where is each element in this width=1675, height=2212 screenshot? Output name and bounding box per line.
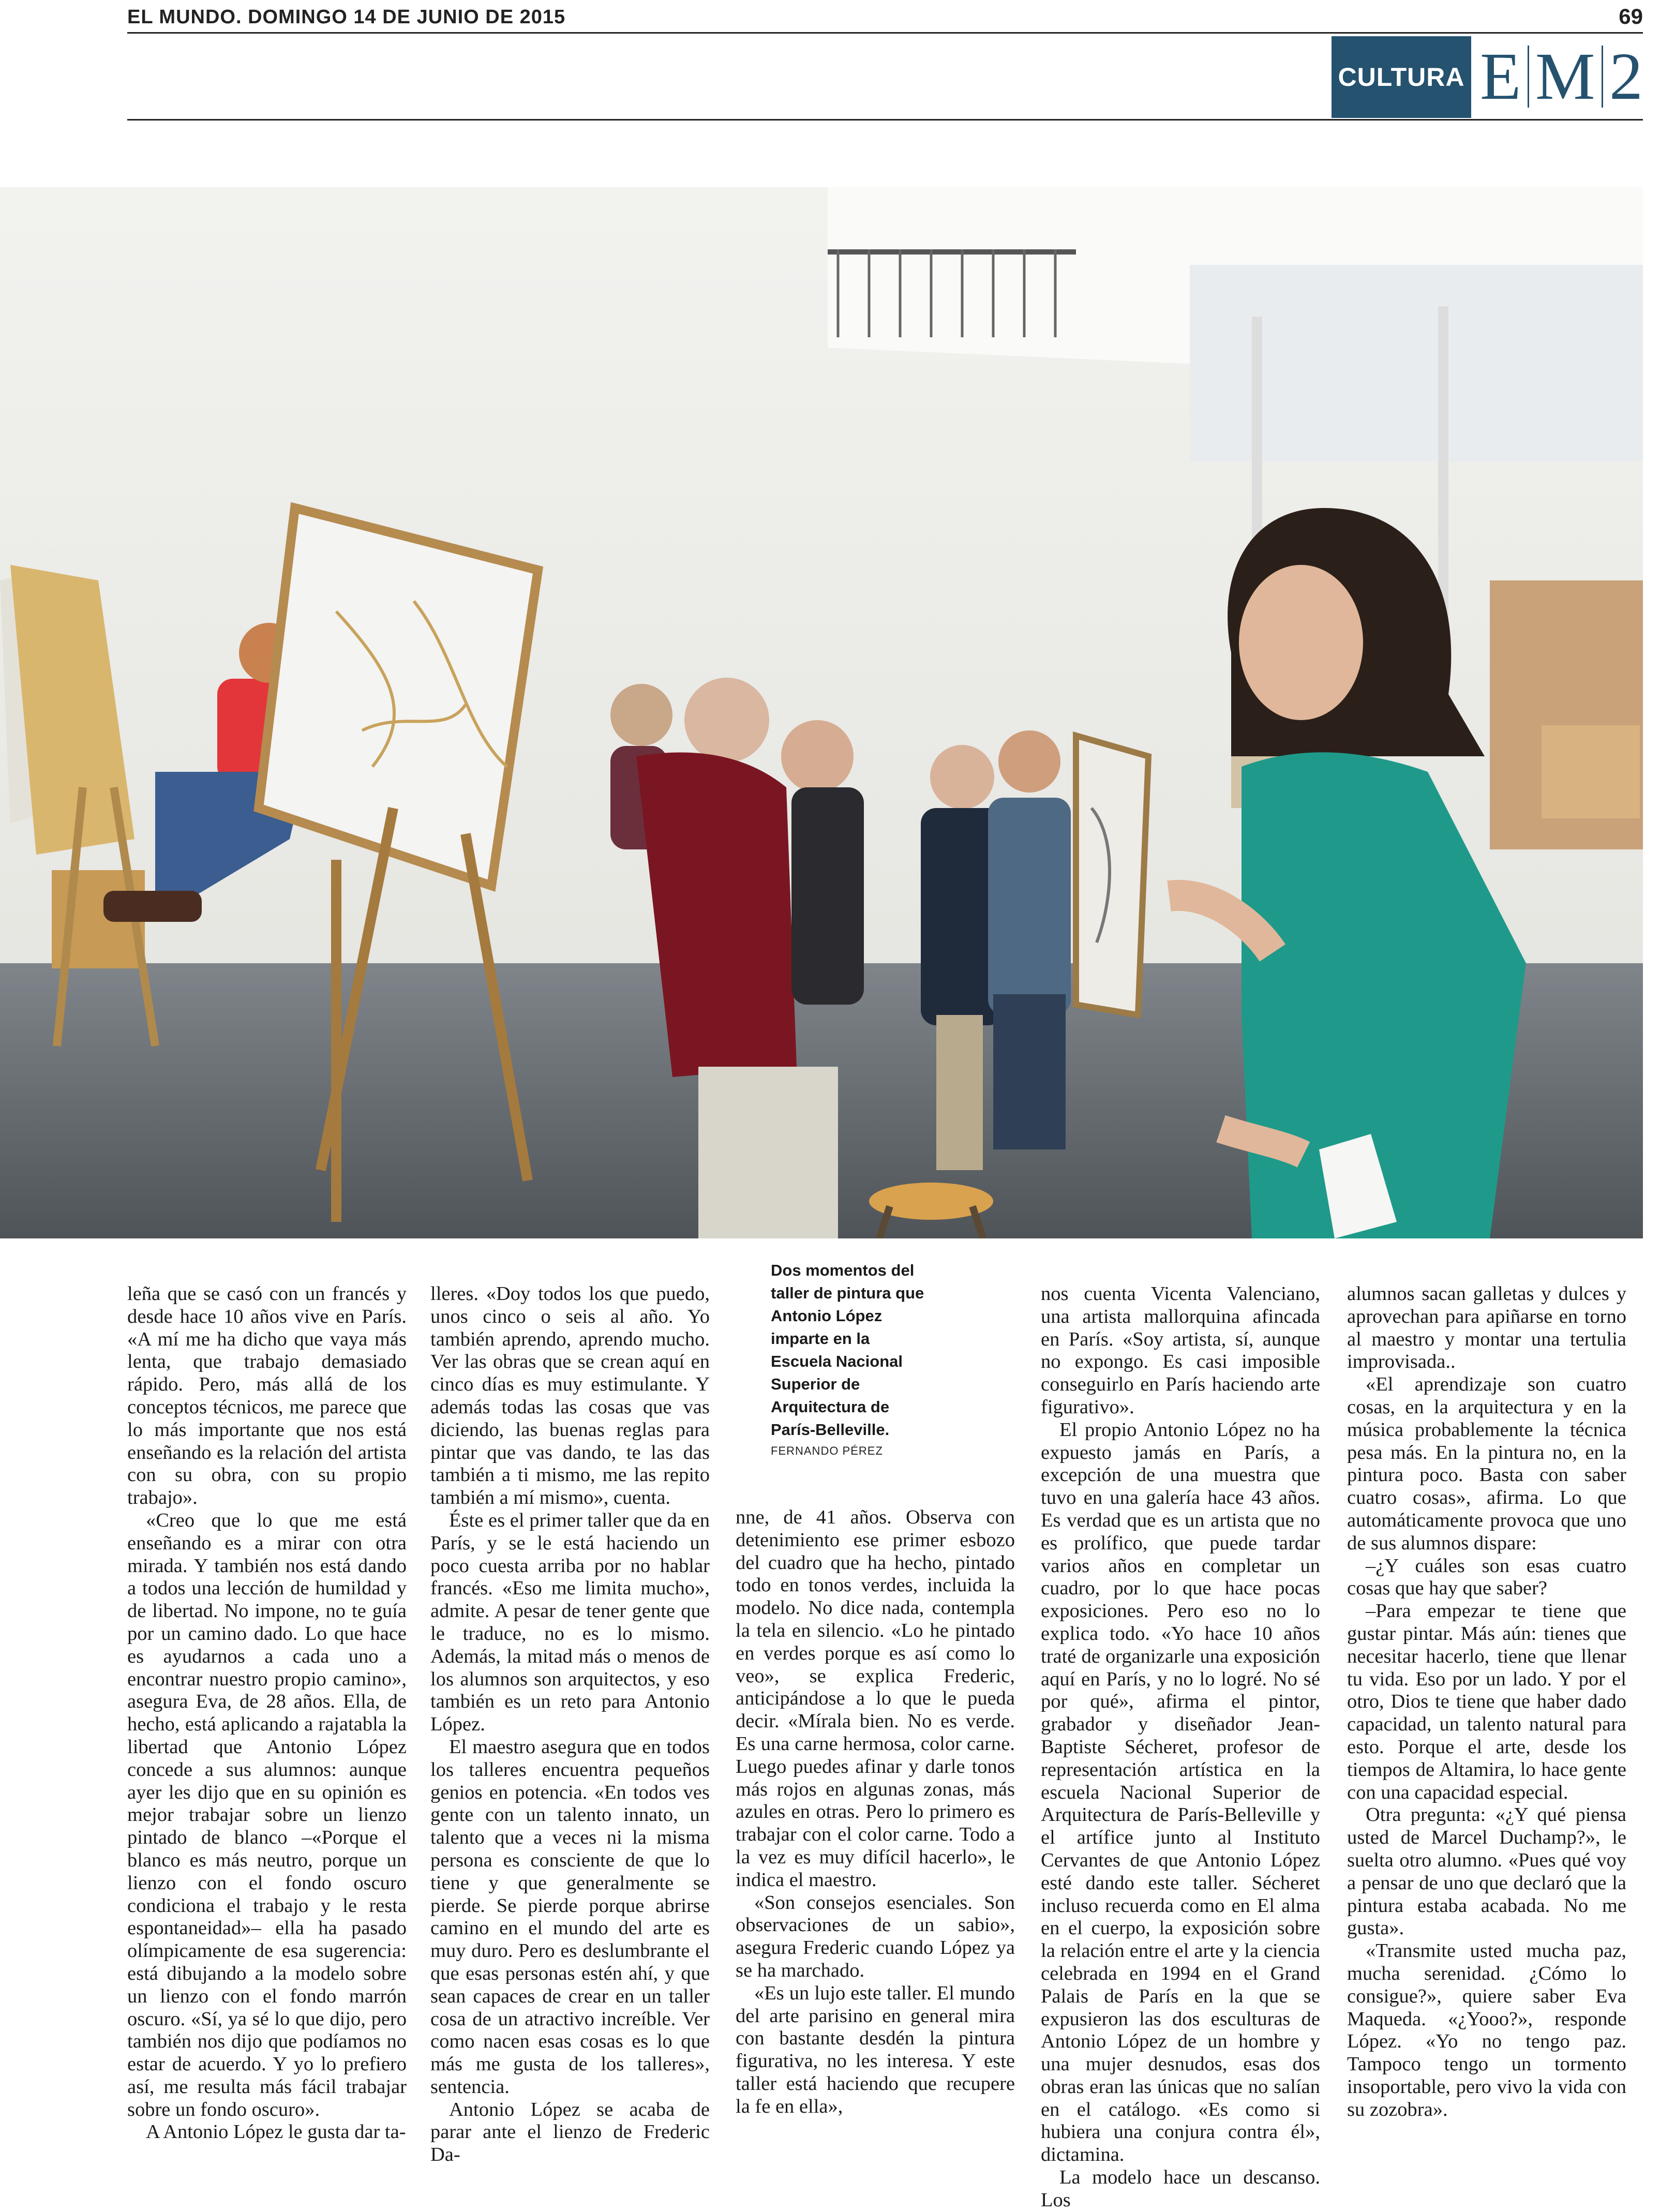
article-column-3	[736, 1506, 1015, 2118]
photo-caption	[771, 1259, 931, 1458]
supplement-logo	[1480, 34, 1643, 119]
paragraph: nos cuenta Vicenta Valenciano, una artista mallorquina afincada en París. «Soy artista, sí, aunque no expongo. Es casi imposible conseguirlo en París haciendo arte figurativo».	[1041, 1283, 1320, 1418]
dateline: EL MUNDO. DOMINGO 14 DE JUNIO DE 2015	[127, 6, 566, 28]
paragraph: La modelo hace un descanso. Los	[1041, 2166, 1320, 2211]
article-column-1	[127, 1283, 407, 2144]
logo-divider	[1528, 46, 1529, 108]
workshop-photo	[0, 187, 1643, 1238]
paragraph: leña que se casó con un francés y desde hace 10 años vive en París. «A mí me ha dicho que vaya más lenta, que trabajo demasiado rápido. Pero, más allá de los conceptos técnicos, me parece que lo más importante que nos está enseñando es la relación del artista con su obra, con su propio trabajo».	[127, 1283, 407, 1509]
logo-number-2: 2	[1609, 39, 1643, 114]
logo-divider	[1602, 46, 1603, 108]
paragraph: «Creo que lo que me está enseñando es a mirar con otra mirada. Y también nos está dando a todos una lección de humildad y de libertad. No impone, no te guía por un camino dado. Lo que hace es ayudarnos a cada uno a encontrar nuestro propio camino», asegura Eva, de 28 años. Ella, de hecho, está aplicando a rajatabla la libertad que Antonio López concede a sus alumnos: aunque ayer les dijo que en su opinión es mejor trabajar sobre un lienzo pintado de blanco –«Porque el blanco es más neutro, porque un lienzo con el fondo oscuro condiciona el trabajo y le resta espontaneidad»– ella ha pasado olímpicamente de esa sugerencia: está dibujando a la modelo sobre un lienzo con el fondo marrón oscuro. «Sí, ya sé lo que dijo, pero también nos dijo que podíamos no estar de acuerdo. Y yo lo prefiero así, me resulta más fácil trabajar sobre un fondo oscuro».	[127, 1509, 407, 2120]
paragraph: «Es un lujo este taller. El mundo del arte parisino en general mira con bastante desdén la pintura figurativa, no les interesa. Y este taller está haciendo que recupere la fe en ella»,	[736, 1982, 1015, 2117]
article-column-4	[1041, 1283, 1320, 2212]
paragraph: Antonio López se acaba de parar ante el lienzo de Frederic Da-	[430, 2098, 710, 2166]
caption-text: Dos momentos del taller de pintura que Antonio López imparte en la Escuela Nacional Superior de Arquitectura de París-Belleville.	[771, 1261, 924, 1439]
paragraph: –Para empezar te tiene que gustar pintar. Más aún: tienes que necesitar hacerlo, tiene que llenar tu vida. Eso por un lado. Y por el otro, Dios te tiene que haber dado capacidad, un talento natural para esto. Porque el arte, desde los tiempos de Altamira, lo hace gente con una capacidad especial.	[1347, 1600, 1626, 1803]
page-number: 69	[1619, 4, 1643, 28]
paragraph: nne, de 41 años. Observa con detenimiento ese primer esbozo del cuadro que ha hecho, pintado todo en tonos verdes, incluida la modelo. No dice nada, contempla la tela en silencio. «Lo he pintado en verdes porque es así como lo veo», se explica Frederic, anticipándose a lo que le pueda decir. «Mírala bien. No es verde. Es una carne hermosa, color carne. Luego puedes afinar y darle tonos más rojos en algunas zonas, más azules en otras. Pero lo primero es trabajar con el color carne. Todo a la vez es muy difícil hacerlo», le indica el maestro.	[736, 1506, 1015, 1891]
paragraph: –¿Y cuáles son esas cuatro cosas que hay que saber?	[1347, 1555, 1626, 1600]
paragraph: El maestro asegura que en todos los talleres encuentra pequeños genios en potencia. «En todos ves gente con un talento innato, un talento que a veces ni la misma persona es consciente de que lo tiene y que generalmente se pierde. Se pierde porque abrirse camino en el mundo del arte es muy duro. Pero es deslumbrante el que esas personas estén ahí, y que sean capaces de crear en un taller cosa de un atractivo increíble. Ver como nacen esas cosas es lo que más me gusta de los talleres», sentencia.	[430, 1736, 710, 2098]
logo-letter-e: E	[1480, 39, 1521, 114]
paragraph: lleres. «Doy todos los que puedo, unos cinco o seis al año. Yo también aprendo, aprendo mucho. Ver las obras que se crean aquí en cinco días es muy estimulante. Y además todas las cosas que vas diciendo, las buenas reglas para pintar que vas dando, te las das también a ti mismo, me las repito también a mí mismo», cuenta.	[430, 1283, 710, 1509]
paragraph: A Antonio López le gusta dar ta-	[146, 2121, 406, 2143]
paragraph: «Transmite usted mucha paz, mucha serenidad. ¿Cómo lo consigue?», quiere saber Eva Maqueda. «¿Yooo?», responde López. «Yo no tengo paz. Tampoco tengo un tormento insoportable, pero vivo la vida con su zozobra».	[1347, 1940, 1626, 2120]
paragraph: Éste es el primer taller que da en París, y se le está haciendo un poco cuesta arriba por no hablar francés. «Eso me limita mucho», admite. A pesar de tener gente que le traduce, no es lo mismo. Además, la mitad más o menos de los alumnos son arquitectos, y eso también es un reto para Antonio López.	[430, 1509, 710, 1736]
article-column-5	[1347, 1283, 1626, 2121]
header-bottom-rule	[127, 119, 1643, 121]
paragraph: «El aprendizaje son cuatro cosas, en la arquitectura y en la música probablemente la técnica pesa más. En la pintura no, en la pintura poco. Basta con saber cuatro cosas», afirma. Lo que automáticamente provoca que uno de sus alumnos dispare:	[1347, 1373, 1626, 1554]
article-column-2	[430, 1283, 710, 2166]
paragraph: «Son consejos esenciales. Son observaciones de un sabio», asegura Frederic cuando López ya se ha marchado.	[736, 1891, 1015, 1981]
header-top-rule	[127, 32, 1643, 34]
page-header	[127, 0, 1643, 120]
logo-letter-m: M	[1535, 39, 1595, 114]
photo-credit: FERNANDO PÉREZ	[771, 1444, 883, 1457]
paragraph: El propio Antonio López no ha expuesto jamás en París, a excepción de una muestra que tuvo en una galería hace 43 años. Es verdad que es un artista que no es prolífico, que puede tardar varios años en completar un cuadro, por lo que hace pocas exposiciones. Pero eso no lo explica todo. «Yo hace 10 años traté de organizarle una exposición aquí en París, y no lo logré. No sé por qué», afirma el pintor, grabador y diseñador Jean-Baptiste Sécheret, profesor de representación artística en la escuela Nacional Superior de Arquitectura de París-Belleville y el artífice junto al Instituto Cervantes de que Antonio López esté dando este taller. Sécheret incluso recuerda como en El alma en el cuerpo, la exposición sobre la relación entre el arte y la ciencia celebrada en 1994 en el Grand Palais de París en la que se expusieron las dos esculturas de Antonio López de un hombre y una mujer desnudos, esas dos obras eran las únicas que no salían en el catálogo. «Es como si hubiera una conjura contra él», dictamina.	[1041, 1418, 1320, 2166]
section-label: CULTURA	[1332, 36, 1471, 118]
paragraph: alumnos sacan galletas y dulces y aprovechan para apiñarse en torno al maestro y montar una tertulia improvisada..	[1347, 1283, 1626, 1373]
paragraph: Otra pregunta: «¿Y qué piensa usted de Marcel Duchamp?», le suelta otro alumno. «Pues qué voy a pensar de uno que declaró que la pintura estaba acabada. No me gusta».	[1347, 1804, 1626, 1939]
